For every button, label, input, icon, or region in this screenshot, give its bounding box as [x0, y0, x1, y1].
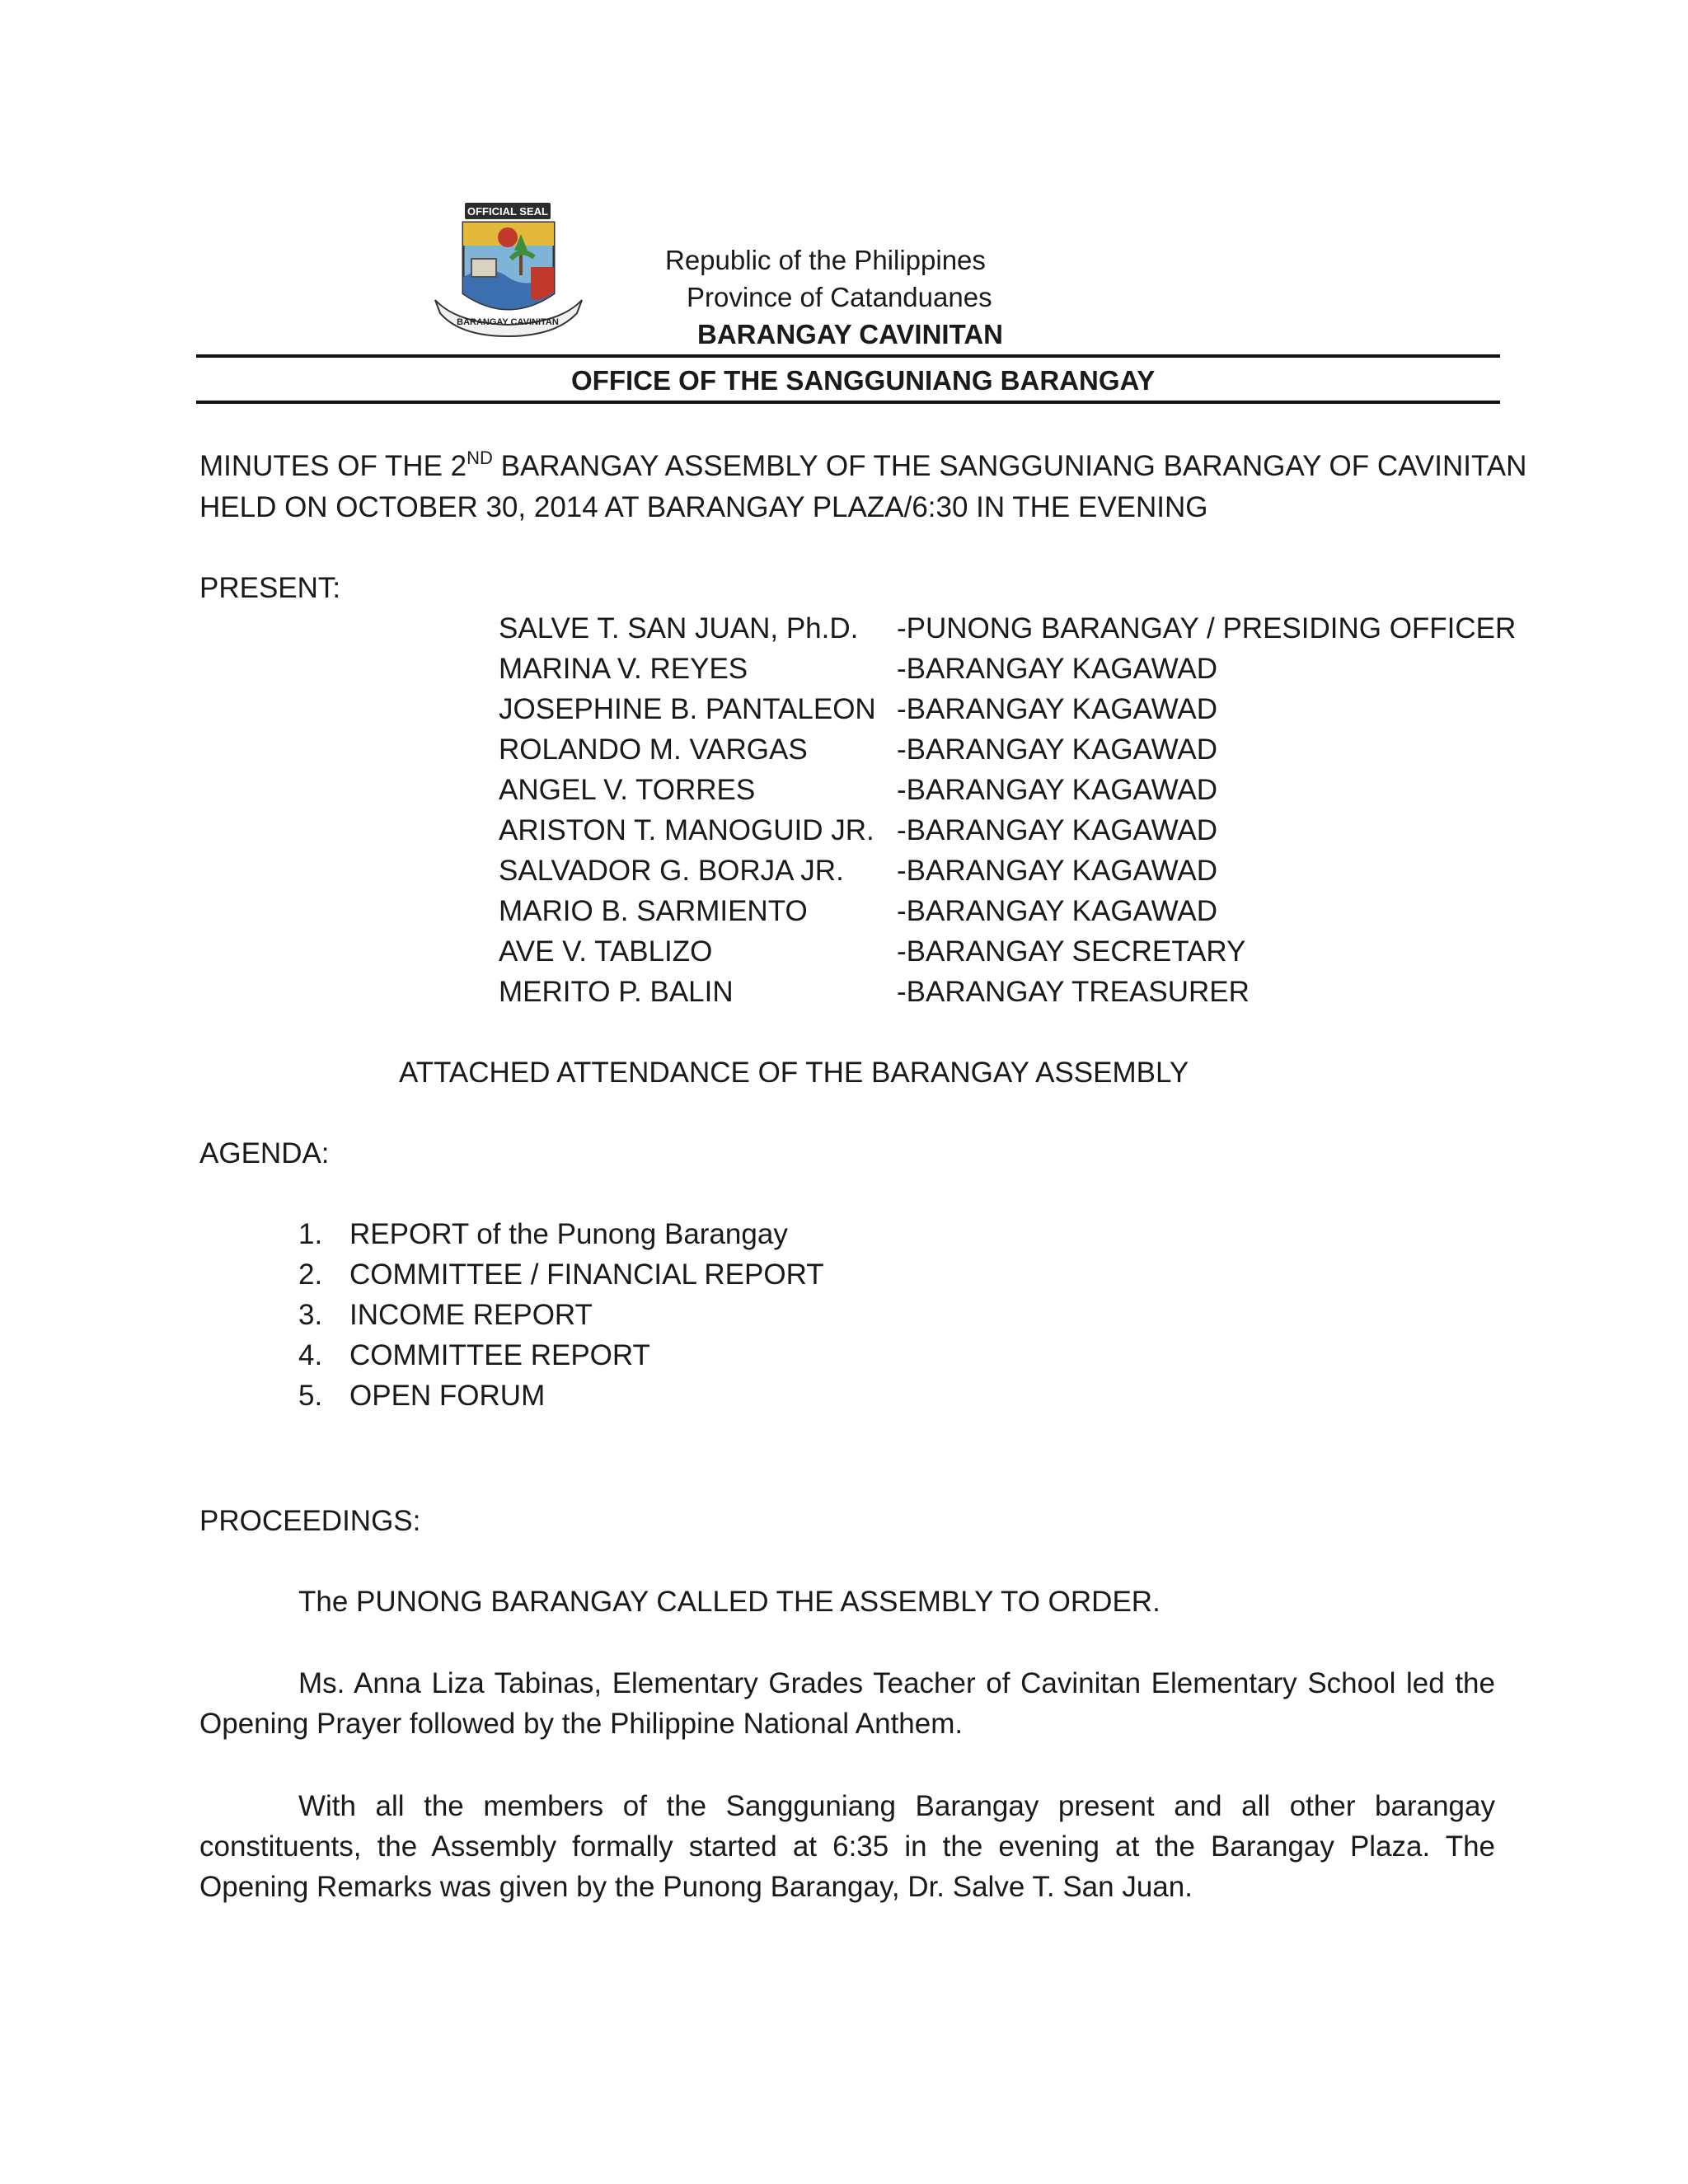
- member-role: -BARANGAY KAGAWAD: [897, 653, 1217, 685]
- member-name: MERITO P. BALIN: [499, 976, 734, 1008]
- member-name: ARISTON T. MANOGUID JR.: [499, 814, 874, 846]
- agenda-item-number: 3.: [298, 1299, 323, 1331]
- agenda-item-text: INCOME REPORT: [349, 1299, 593, 1331]
- agenda-item-number: 4.: [298, 1339, 323, 1371]
- member-name: SALVADOR G. BORJA JR.: [499, 855, 844, 887]
- member-name: ROLANDO M. VARGAS: [499, 733, 808, 766]
- member-name: AVE V. TABLIZO: [499, 935, 713, 968]
- agenda-label: AGENDA:: [199, 1137, 330, 1169]
- member-role: -BARANGAY KAGAWAD: [897, 895, 1217, 927]
- header-divider-top: [196, 354, 1500, 358]
- header-divider-bottom: [196, 401, 1500, 404]
- member-name: ANGEL V. TORRES: [499, 774, 756, 806]
- official-seal-logo: [432, 201, 585, 338]
- member-role: -PUNONG BARANGAY / PRESIDING OFFICER: [897, 612, 1517, 644]
- proceedings-paragraph-3: With all the members of the Sangguniang Barangay present and all other barangay constituents, the Assembly formally started at 6:35 in the evening at the Barangay Plaza. The Opening Remarks was given by the Punong Barangay, Dr. Salve T. San Juan.: [199, 1790, 1495, 1903]
- title-line1-post: BARANGAY ASSEMBLY OF THE SANGGUNIANG BARANGAY OF CAVINITAN: [492, 450, 1527, 482]
- agenda-item-number: 1.: [298, 1218, 323, 1250]
- present-label: PRESENT:: [199, 572, 341, 604]
- proceedings-label: PROCEEDINGS:: [199, 1505, 421, 1537]
- proceedings-paragraph-1: The PUNONG BARANGAY CALLED THE ASSEMBLY TO ORDER.: [298, 1586, 1160, 1618]
- member-name: MARIO B. SARMIENTO: [499, 895, 808, 927]
- agenda-item-number: 2.: [298, 1258, 323, 1291]
- agenda-item-text: OPEN FORUM: [349, 1380, 546, 1412]
- seal-graphic: [432, 201, 585, 338]
- header-province: Province of Catanduanes: [687, 282, 992, 312]
- seal-ribbon-text: BARANGAY CAVINITAN: [457, 317, 559, 327]
- member-role: -BARANGAY KAGAWAD: [897, 855, 1217, 887]
- member-role: -BARANGAY SECRETARY: [897, 935, 1246, 968]
- title-line1-pre: MINUTES OF THE 2: [199, 450, 467, 482]
- agenda-item-number: 5.: [298, 1380, 323, 1412]
- minutes-title-line1: [199, 447, 1526, 490]
- agenda-item-text: REPORT of the Punong Barangay: [349, 1218, 788, 1250]
- member-name: MARINA V. REYES: [499, 653, 748, 685]
- title-superscript: ND: [467, 448, 493, 468]
- agenda-item-text: COMMITTEE / FINANCIAL REPORT: [349, 1258, 824, 1291]
- member-name: SALVE T. SAN JUAN, Ph.D.: [499, 612, 859, 644]
- member-role: -BARANGAY KAGAWAD: [897, 814, 1217, 846]
- agenda-item-text: COMMITTEE REPORT: [349, 1339, 650, 1371]
- attendance-note: ATTACHED ATTENDANCE OF THE BARANGAY ASSEMBLY: [399, 1057, 1189, 1089]
- header-office: OFFICE OF THE SANGGUNIANG BARANGAY: [571, 365, 1156, 396]
- header-republic: Republic of the Philippines: [665, 245, 986, 275]
- header-barangay: BARANGAY CAVINITAN: [697, 319, 1003, 349]
- seal-top-text: OFFICIAL SEAL: [467, 205, 548, 218]
- member-role: -BARANGAY TREASURER: [897, 976, 1250, 1008]
- proceedings-paragraph-2: Ms. Anna Liza Tabinas, Elementary Grades Teacher of Cavinitan Elementary School led the Opening Prayer followed by the Philippine National Anthem.: [199, 1667, 1495, 1740]
- member-name: JOSEPHINE B. PANTALEON: [499, 693, 876, 725]
- member-role: -BARANGAY KAGAWAD: [897, 774, 1217, 806]
- minutes-title-line2: HELD ON OCTOBER 30, 2014 AT BARANGAY PLAZA/6:30 IN THE EVENING: [199, 491, 1208, 523]
- member-role: -BARANGAY KAGAWAD: [897, 693, 1217, 725]
- member-role: -BARANGAY KAGAWAD: [897, 733, 1217, 766]
